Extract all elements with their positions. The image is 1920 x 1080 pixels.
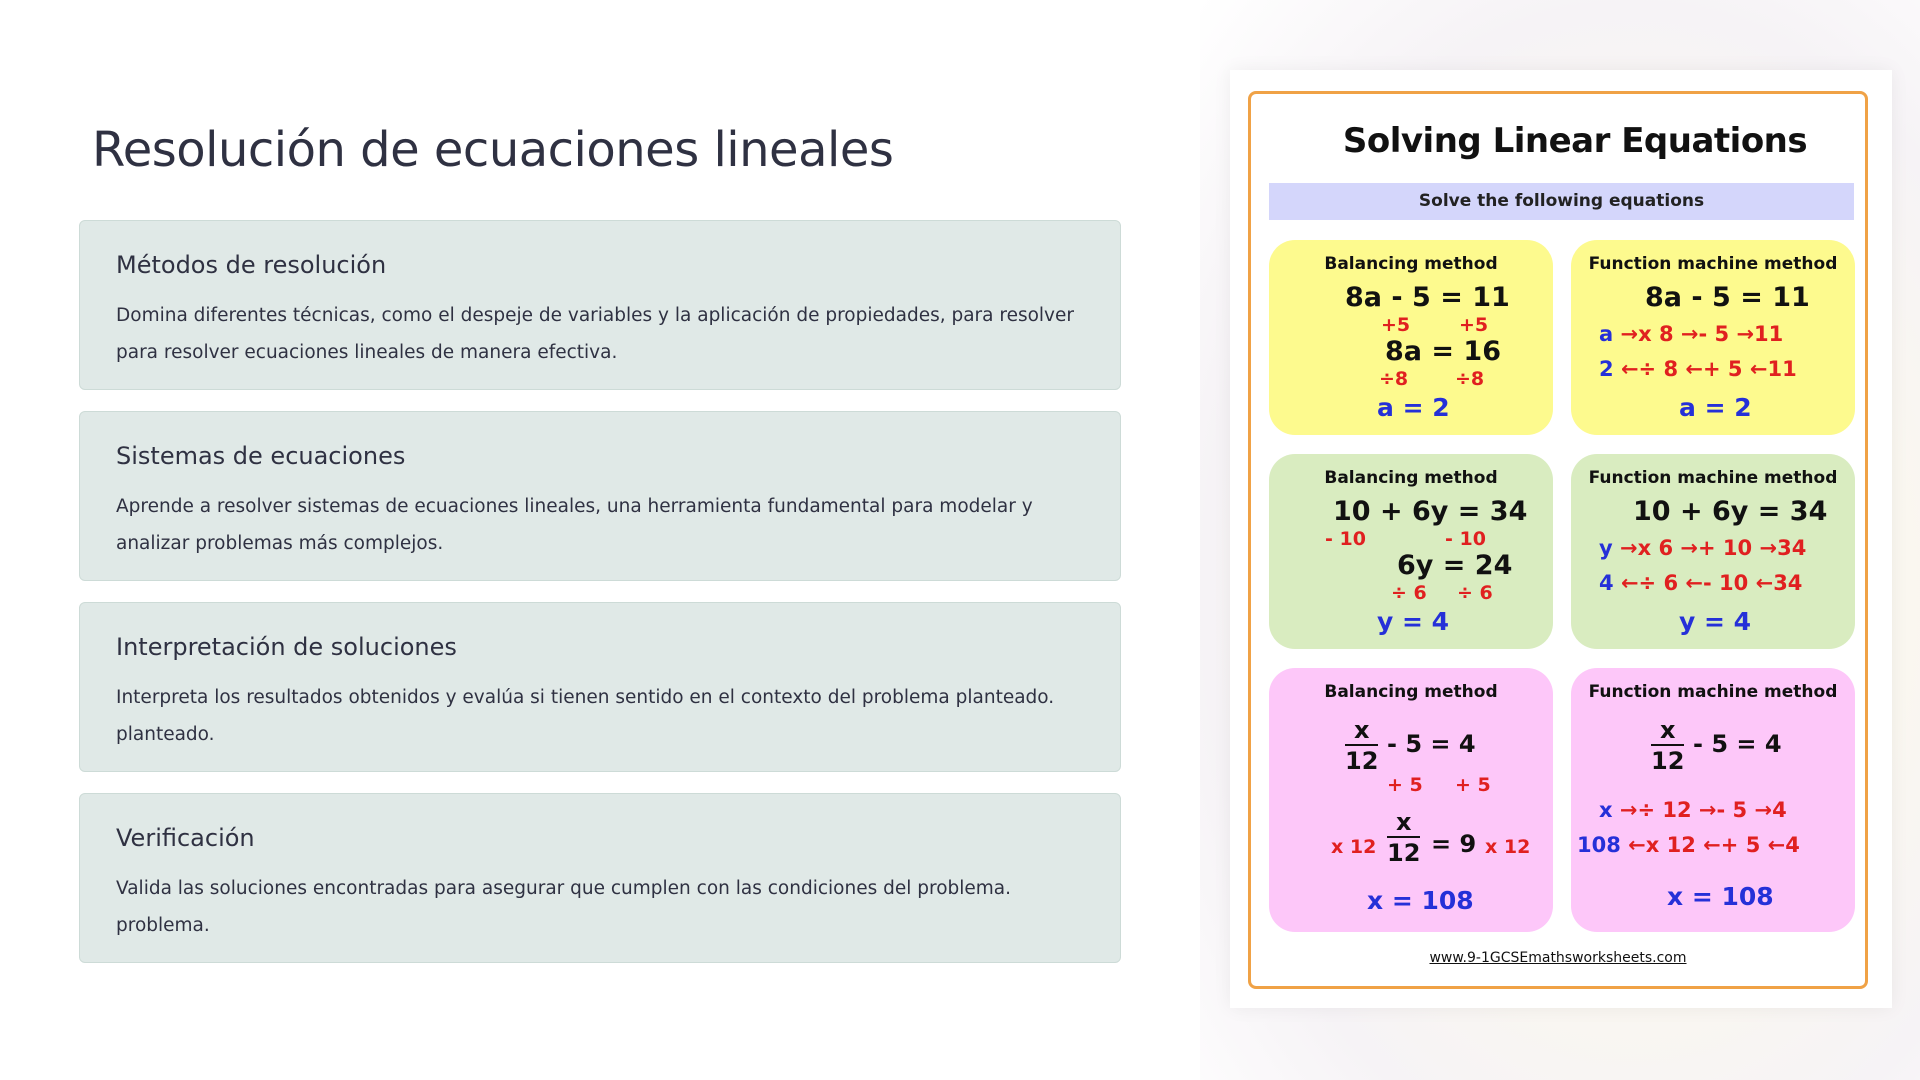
worksheet-image — [1248, 91, 1868, 989]
equation-rest: - 5 = 4 — [1387, 730, 1476, 758]
answer: y = 4 — [1679, 607, 1752, 636]
panel-heading: Balancing method — [1324, 682, 1498, 702]
worksheet-title: Solving Linear Equations — [1342, 121, 1808, 161]
card-sistemas — [79, 411, 1121, 581]
panel-balancing-3 — [1269, 668, 1553, 932]
equation-rest: = 9 — [1431, 830, 1477, 858]
machine-backward: 108 ←x 12 ←+ 5 ←4 — [1577, 833, 1800, 857]
equation-step: 6y = 24 — [1397, 550, 1513, 581]
answer: a = 2 — [1377, 393, 1450, 422]
answer: x = 108 — [1367, 886, 1474, 915]
operation-left: +5 — [1381, 314, 1411, 336]
panel-heading: Balancing method — [1324, 254, 1498, 274]
operation-right: ÷ 6 — [1457, 582, 1493, 604]
card-title: Métodos de resolución — [116, 251, 387, 279]
operation-right: +5 — [1459, 314, 1489, 336]
card-title: Verificación — [116, 824, 255, 852]
answer: y = 4 — [1377, 607, 1450, 636]
operation-left: + 5 — [1387, 774, 1423, 796]
machine-backward: 4 ←÷ 6 ←- 10 ←34 — [1599, 571, 1803, 595]
multiply-left: x 12 — [1331, 836, 1377, 858]
operation-right: + 5 — [1455, 774, 1491, 796]
machine-forward: a →x 8 →- 5 →11 — [1599, 322, 1784, 346]
equation: 8a - 5 = 11 — [1345, 282, 1510, 313]
panel-heading: Function machine method — [1588, 682, 1838, 702]
answer: x = 108 — [1667, 882, 1774, 911]
card-body: Interpreta los resultados obtenidos y evalúa si tienen sentido en el contexto del problema planteado. planteado. — [116, 687, 1055, 745]
card-body: Valida las soluciones encontradas para asegurar que cumplen con las condiciones del problema. problema. — [116, 878, 1012, 936]
panel-heading: Function machine method — [1588, 468, 1838, 488]
slide-title: Resolución de ecuaciones lineales — [92, 122, 894, 178]
card-body: Aprende a resolver sistemas de ecuaciones lineales, una herramienta fundamental para modelar y analizar problemas más complejos. — [116, 496, 1033, 554]
topic-cards — [79, 220, 1121, 984]
panel-heading: Balancing method — [1324, 468, 1498, 488]
operation-left: ÷8 — [1379, 368, 1409, 390]
card-metodos — [79, 220, 1121, 390]
card-interpretacion — [79, 602, 1121, 772]
operation-right: ÷8 — [1455, 368, 1485, 390]
worksheet-source-link: www.9-1GCSEmathsworksheets.com — [1429, 950, 1687, 966]
fraction: $\frac{x}{12}$ — [1651, 716, 1685, 775]
equation-step: 8a = 16 — [1385, 336, 1502, 367]
card-verificacion — [79, 793, 1121, 963]
equation: 8a - 5 = 11 — [1645, 282, 1810, 313]
equation: 10 + 6y = 34 — [1633, 496, 1828, 527]
operation-left: ÷ 6 — [1391, 582, 1427, 604]
multiply-right: x 12 — [1485, 836, 1531, 858]
equation-rest: - 5 = 4 — [1693, 730, 1782, 758]
panel-function-machine-1 — [1571, 240, 1855, 435]
fraction: $\frac{x}{12}$ — [1345, 716, 1379, 775]
panel-balancing-2 — [1269, 454, 1553, 649]
card-body: Domina diferentes técnicas, como el despeje de variables y la aplicación de propiedades, para resolver para resolver ecuaciones lineales de manera efectiva. — [116, 305, 1074, 363]
operation-left: - 10 — [1325, 528, 1366, 550]
operation-right: - 10 — [1445, 528, 1486, 550]
panel-function-machine-3 — [1571, 668, 1855, 932]
card-title: Interpretación de soluciones — [116, 633, 457, 661]
panel-heading: Function machine method — [1588, 254, 1838, 274]
worksheet-subtitle: Solve the following equations — [1269, 183, 1854, 220]
panel-function-machine-2 — [1571, 454, 1855, 649]
panel-balancing-1 — [1269, 240, 1553, 435]
card-title: Sistemas de ecuaciones — [116, 442, 406, 470]
fraction: $\frac{x}{12}$ — [1387, 808, 1421, 867]
machine-backward: 2 ←÷ 8 ←+ 5 ←11 — [1599, 357, 1797, 381]
equation: 10 + 6y = 34 — [1333, 496, 1528, 527]
answer: a = 2 — [1679, 393, 1752, 422]
machine-forward: y →x 6 →+ 10 →34 — [1599, 536, 1807, 560]
machine-forward: x →÷ 12 →- 5 →4 — [1599, 798, 1787, 822]
